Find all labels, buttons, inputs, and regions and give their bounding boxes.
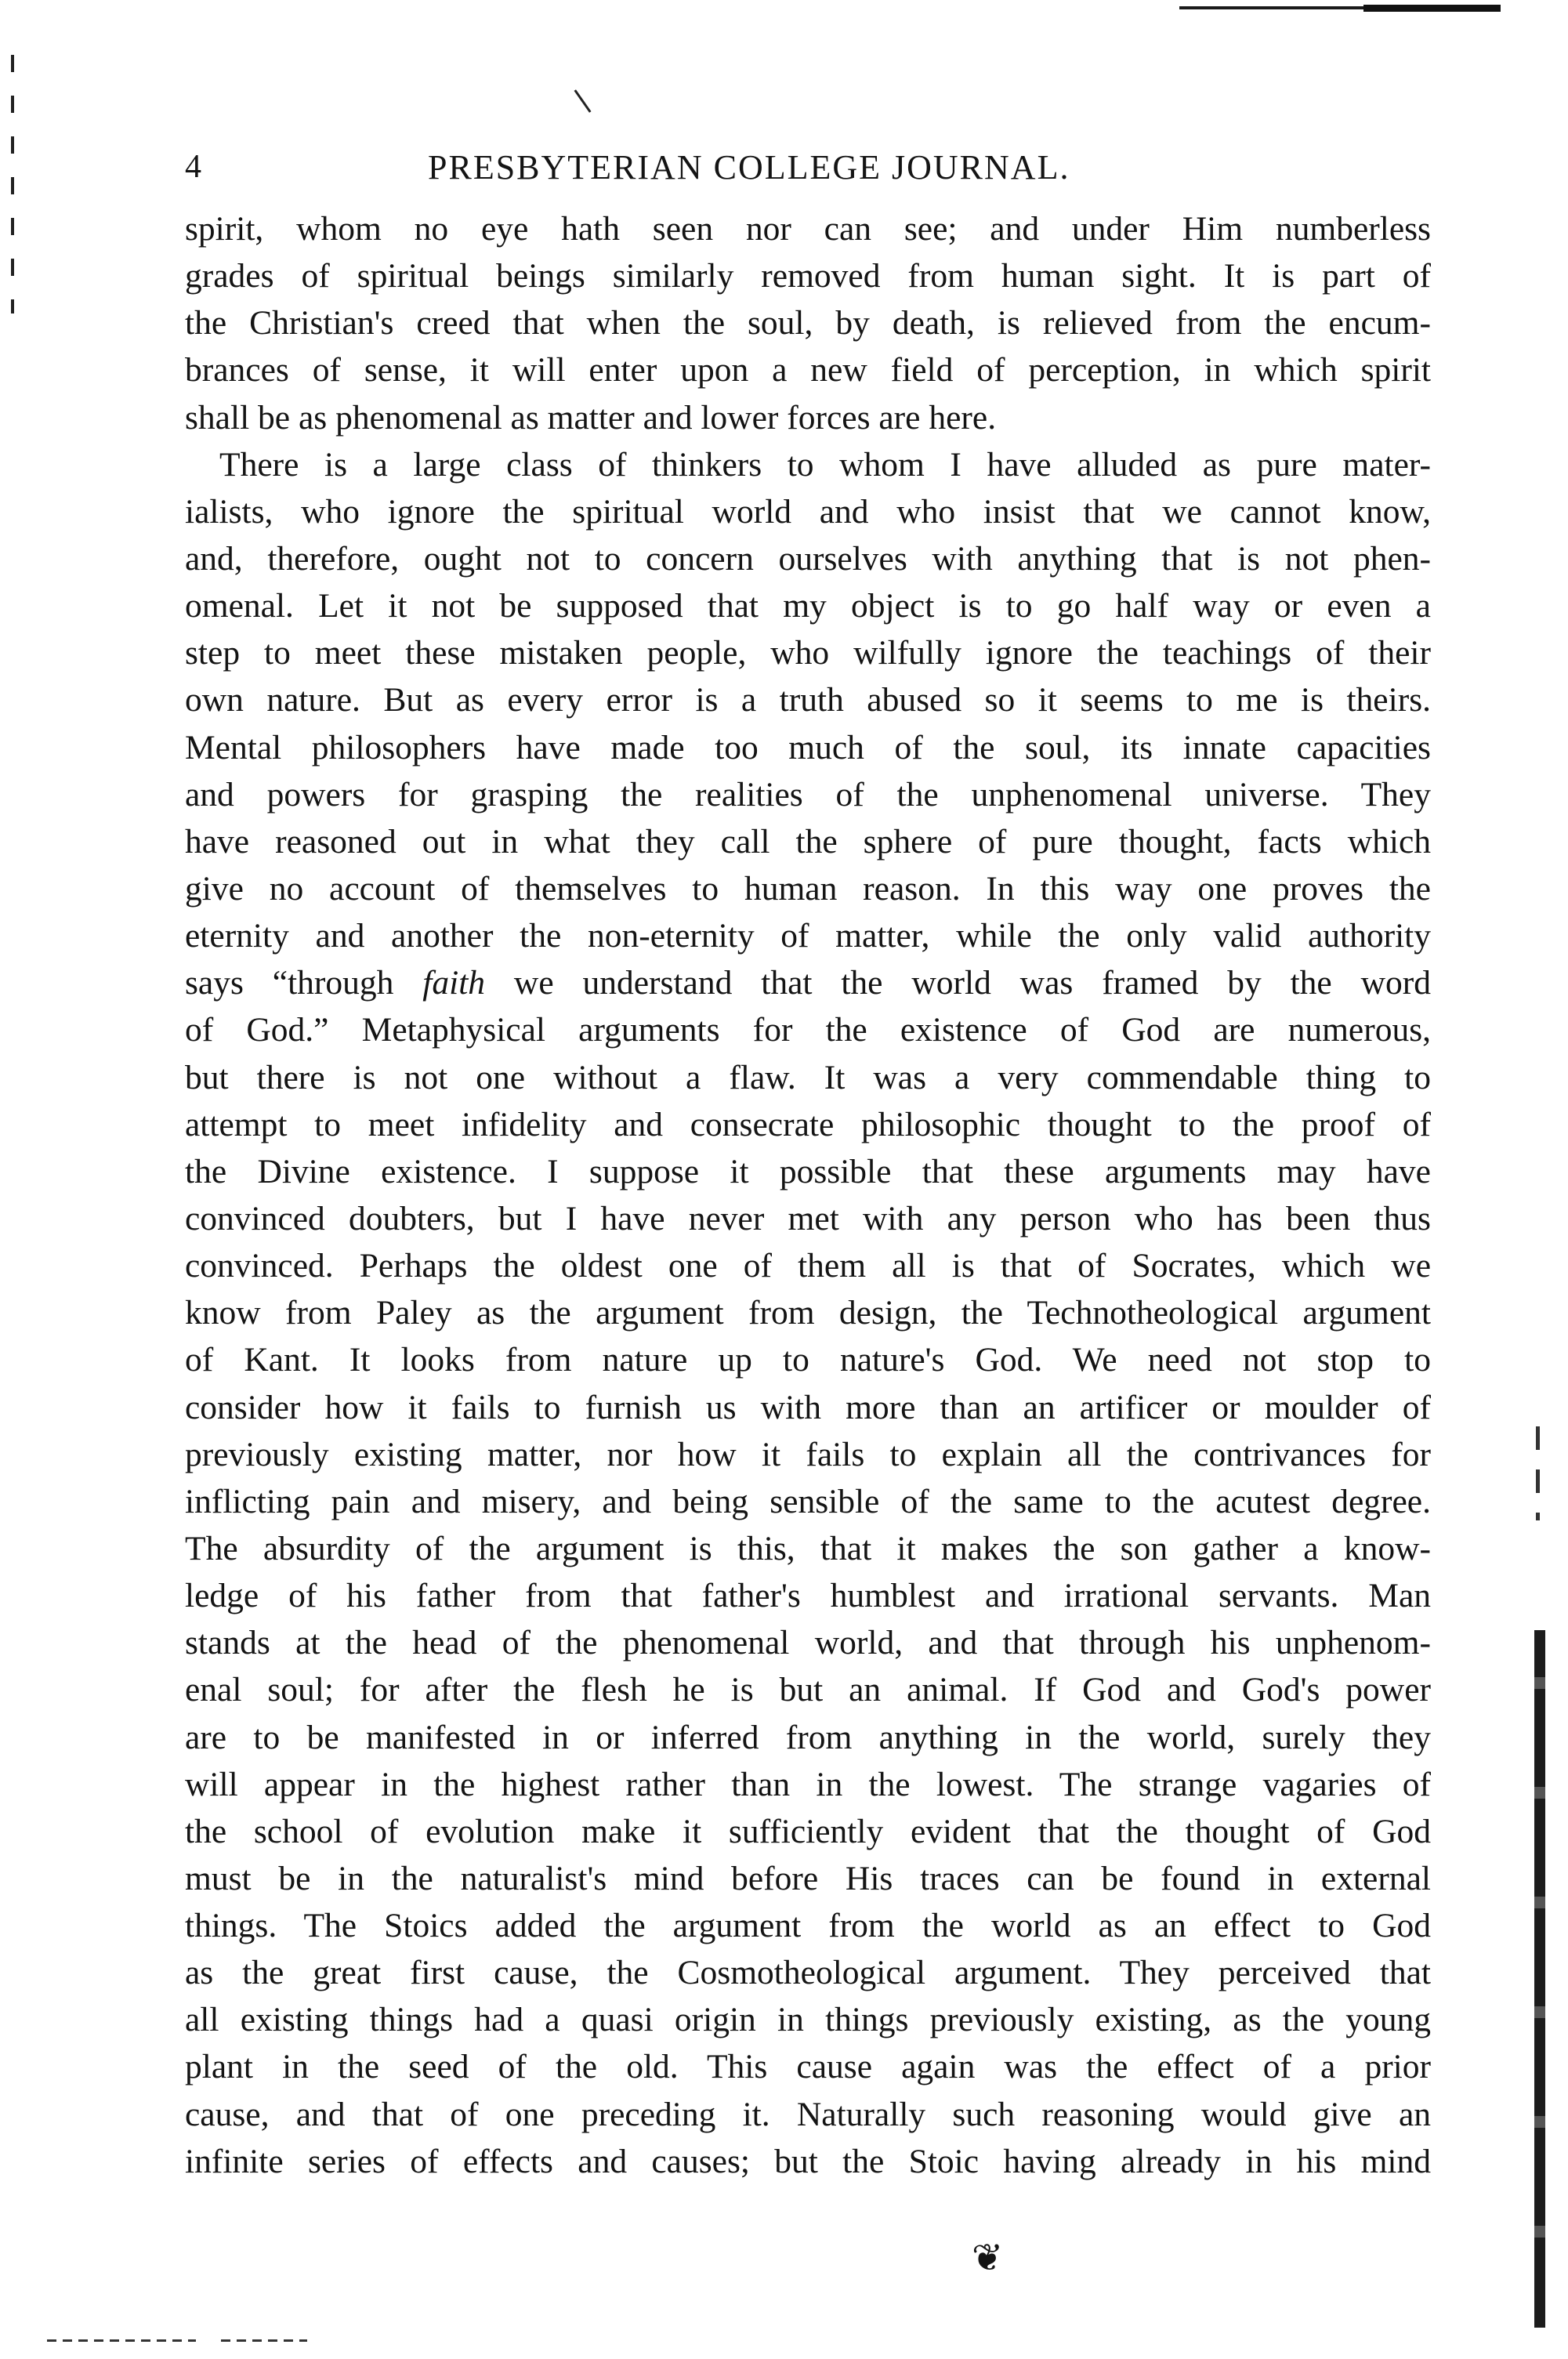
text-line: must be in the naturalist's mind before His traces can be found in external xyxy=(185,1859,1431,1897)
text-line: shall be as phenomenal as matter and lower forces are here. xyxy=(185,398,997,437)
text-line: the Divine existence. I suppose it possible that these arguments may have xyxy=(185,1152,1431,1190)
text-line: inflicting pain and misery, and being sensible of the same to the acutest degree. xyxy=(185,1482,1431,1520)
text-line: are to be manifested in or inferred from anything in the world, surely they xyxy=(185,1718,1431,1756)
text-line: and, therefore, ought not to concern ourselves with anything that is not phen- xyxy=(185,539,1431,578)
text-line: convinced. Perhaps the oldest one of them all is that of Socrates, which we xyxy=(185,1247,1431,1285)
text-line: previously existing matter, nor how it fails to explain all the contrivances for xyxy=(185,1435,1431,1473)
scan-rule-top-thick xyxy=(1363,5,1501,12)
scan-bottom-dash-right xyxy=(221,2339,307,2342)
text-line: have reasoned out in what they call the sphere of pure thought, facts which xyxy=(185,822,1431,861)
text-line: the Christian's creed that when the soul, by death, is relieved from the encum- xyxy=(185,304,1431,342)
text-line: and powers for grasping the realities of the unphenomenal universe. They xyxy=(185,775,1431,814)
text-line: omenal. Let it not be supposed that my object is to go half way or even a xyxy=(185,587,1431,625)
paragraph-start-line: There is a large class of thinkers to whom I have alluded as pure mater- xyxy=(219,445,1431,484)
text-line: will appear in the highest rather than in the lowest. The strange vagaries of xyxy=(185,1765,1431,1803)
text-line: the school of evolution make it sufficiently evident that the thought of God xyxy=(185,1812,1431,1850)
scan-binding-edge xyxy=(1534,1630,1545,2328)
ornament-icon: ❦ xyxy=(972,2238,1004,2279)
text-line: cause, and that of one preceding it. Naturally such reasoning would give an xyxy=(185,2095,1431,2133)
text-line: The absurdity of the argument is this, that it makes the son gather a know- xyxy=(185,1529,1431,1567)
page-number: 4 xyxy=(185,149,201,185)
scan-right-margin-marks xyxy=(1536,1426,1540,1520)
text-line: give no account of themselves to human reason. In this way one proves the xyxy=(185,869,1431,908)
text-line: plant in the seed of the old. This cause again was the effect of a prior xyxy=(185,2048,1431,2086)
text-line: stands at the head of the phenomenal world, and that through his unphenom- xyxy=(185,1624,1431,1662)
body-text xyxy=(185,205,1431,2185)
text-line: things. The Stoics added the argument from the world as an effect to God xyxy=(185,1907,1431,1945)
text-line: but there is not one without a flaw. It was a very commendable thing to xyxy=(185,1058,1431,1096)
scan-bottom-dash-left xyxy=(47,2339,196,2342)
running-head: PRESBYTERIAN COLLEGE JOURNAL. xyxy=(428,148,1070,187)
text-line: consider how it fails to furnish us with more than an artificer or moulder of xyxy=(185,1388,1431,1426)
italic-faith: faith xyxy=(422,964,486,1002)
text-line: Mental philosophers have made too much of the soul, its innate capacities xyxy=(185,728,1431,766)
text-line: know from Paley as the argument from design, the Technotheological argument xyxy=(185,1294,1431,1332)
text-line: enal soul; for after the flesh he is but an animal. If God and God's power xyxy=(185,1671,1431,1709)
text-line: eternity and another the non-eternity of matter, while the only valid authority xyxy=(185,917,1431,955)
text-line: all existing things had a quasi origin in things previously existing, as the young xyxy=(185,2001,1431,2039)
text-line: grades of spiritual beings similarly removed from human sight. It is part of xyxy=(185,257,1431,295)
text-line: step to meet these mistaken people, who wilfully ignore the teachings of their xyxy=(185,634,1431,672)
text-line: of Kant. It looks from nature up to nature's God. We need not stop to xyxy=(185,1341,1431,1379)
text-line: convinced doubters, but I have never met with any person who has been thus xyxy=(185,1199,1431,1237)
text-line: own nature. But as every error is a truth abused so it seems to me is theirs. xyxy=(185,681,1431,719)
line-suffix: we understand that the world was framed by the word xyxy=(485,964,1432,1002)
scan-left-margin-marks xyxy=(11,55,14,313)
text-line: attempt to meet infidelity and consecrate philosophic thought to the proof of xyxy=(185,1105,1431,1143)
text-line: ledge of his father from that father's humblest and irrational servants. Man xyxy=(185,1577,1431,1615)
scan-tick-mark xyxy=(574,89,592,113)
text-line: brances of sense, it will enter upon a new field of perception, in which spirit xyxy=(185,351,1431,390)
text-line-with-italic xyxy=(185,959,1431,1006)
text-line: infinite series of effects and causes; but the Stoic having already in his mind xyxy=(185,2142,1431,2180)
text-line: of God.” Metaphysical arguments for the existence of God are numerous, xyxy=(185,1011,1431,1049)
text-line: spirit, whom no eye hath seen nor can see; and under Him numberless xyxy=(185,210,1431,248)
line-prefix: says “through xyxy=(185,964,423,1002)
text-line: ialists, who ignore the spiritual world and who insist that we cannot know, xyxy=(185,492,1431,531)
text-line: as the great first cause, the Cosmotheological argument. They perceived that xyxy=(185,1954,1431,1992)
